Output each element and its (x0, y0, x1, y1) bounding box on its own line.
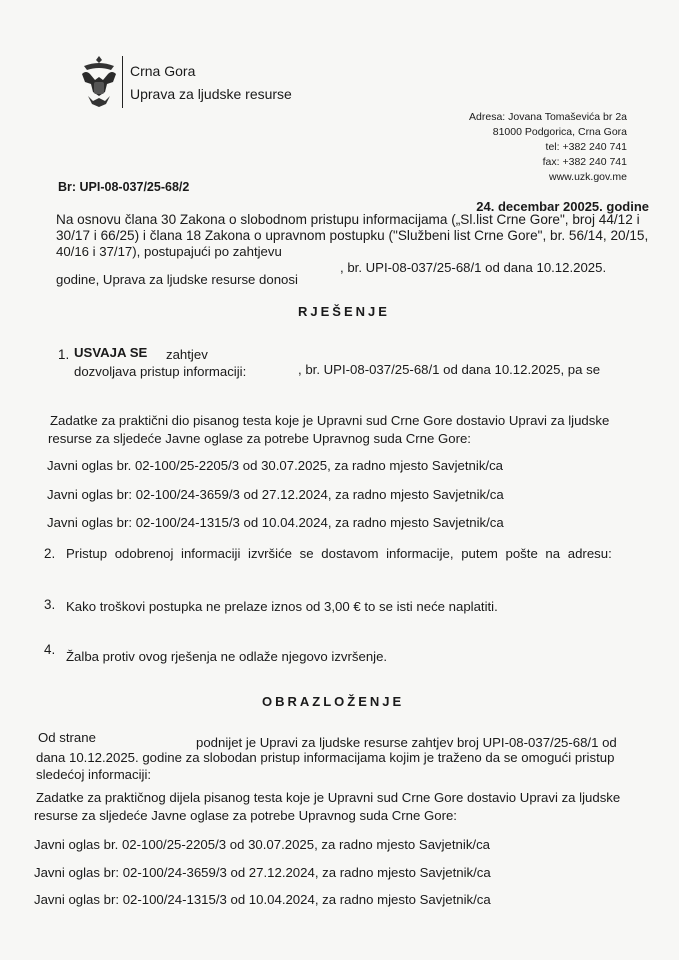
reasoning-title: OBRAZLOŽENJE (262, 694, 405, 709)
reasoning-line-3: sledećoj informaciji: (36, 767, 152, 782)
info2-line-1: Zadatke za praktičnog dijela pisanog testa koje je Upravni sud Crne Gore dostavio Upravi za ljudske (36, 790, 621, 805)
intro-line-3b: , br. UPI-08-037/25-68/1 od dana 10.12.2025. (340, 260, 607, 275)
reasoning-line-2: dana 10.12.2025. godine za slobodan pristup informacijama kojim je traženo da se omogući pristup (36, 750, 615, 765)
address-line: Adresa: Jovana Tomaševića br 2a (469, 111, 627, 123)
reasoning-line-1b: podnijet je Upravi za ljudske resurse zahtjev broj UPI-08-037/25-68/1 od (196, 735, 617, 750)
item-2-number: 2. (44, 546, 56, 561)
item-1-text-b: , br. UPI-08-037/25-68/1 od dana 10.12.2025, pa se (298, 362, 601, 377)
info1-ad-1: Javni oglas br. 02-100/25-2205/3 od 30.07.2025, za radno mjesto Savjetnik/ca (47, 458, 504, 473)
item-1-number: 1. (58, 347, 70, 362)
item-4-number: 4. (44, 642, 56, 657)
coat-of-arms-logo (78, 52, 120, 110)
intro-line-1: Na osnovu člana 30 Zakona o slobodnom pristupu informacijama („Sl.list Crne Gore", broj 44/12 i (56, 212, 640, 227)
info2-ad-2: Javni oglas br: 02-100/24-3659/3 od 27.12.2024, za radno mjesto Savjetnik/ca (34, 865, 491, 880)
country-name: Crna Gora (130, 63, 196, 79)
phone-line: tel: +382 240 741 (545, 141, 627, 153)
item-3-number: 3. (44, 597, 56, 612)
fax-line: fax: +382 240 741 (542, 156, 627, 168)
intro-line-4: godine, Uprava za ljudske resurse donosi (56, 272, 298, 287)
info2-line-2: resurse za sljedeće Javne oglase za potrebe Upravnog suda Crne Gore: (34, 808, 457, 823)
item-3-text: Kako troškovi postupka ne prelaze iznos od 3,00 € to se isti neće naplatiti. (66, 599, 498, 614)
info1-line-2: resurse za sljedeće Javne oglase za potrebe Upravnog suda Crne Gore: (48, 431, 471, 446)
info2-ad-1: Javni oglas br. 02-100/25-2205/3 od 30.07.2025, za radno mjesto Savjetnik/ca (34, 837, 491, 852)
decision-title: RJEŠENJE (298, 304, 390, 319)
letterhead-divider (122, 56, 123, 108)
intro-line-2: 30/17 i 66/25) i člana 18 Zakona o upravnom postupku ("Službeni list Crne Gore", br. 56/14, 20/15, (56, 228, 649, 243)
info2-ad-3: Javni oglas br: 02-100/24-1315/3 od 10.04.2024, za radno mjesto Savjetnik/ca (34, 892, 491, 907)
document-date: 24. decembar 20025. godine (476, 199, 649, 214)
info1-ad-2: Javni oglas br: 02-100/24-3659/3 od 27.12.2024, za radno mjesto Savjetnik/ca (47, 487, 504, 502)
address-city: 81000 Podgorica, Crna Gora (492, 126, 627, 138)
agency-name: Uprava za ljudske resurse (130, 86, 292, 102)
info1-ad-3: Javni oglas br: 02-100/24-1315/3 od 10.04.2024, za radno mjesto Savjetnik/ca (47, 515, 504, 530)
reference-number: Br: UPI-08-037/25-68/2 (58, 180, 190, 194)
website-line: www.uzk.gov.me (549, 171, 627, 183)
reasoning-line-1a: Od strane (38, 730, 96, 745)
item-2-text: Pristup odobrenoj informaciji izvršiće se dostavom informacije, putem pošte na adresu: (66, 546, 612, 561)
item-1-text-a: zahtjev (166, 347, 208, 362)
intro-line-3a: 40/16 i 37/17), postupajući po zahtjevu (56, 244, 282, 259)
item-1-bold: USVAJA SE (74, 345, 148, 360)
item-4-text: Žalba protiv ovog rješenja ne odlaže njegovo izvršenje. (66, 649, 388, 664)
info1-line-1: Zadatke za praktični dio pisanog testa koje je Upravni sud Crne Gore dostavio Upravi za ljudske (50, 413, 610, 428)
item-1-line-2: dozvoljava pristup informaciji: (74, 364, 247, 379)
